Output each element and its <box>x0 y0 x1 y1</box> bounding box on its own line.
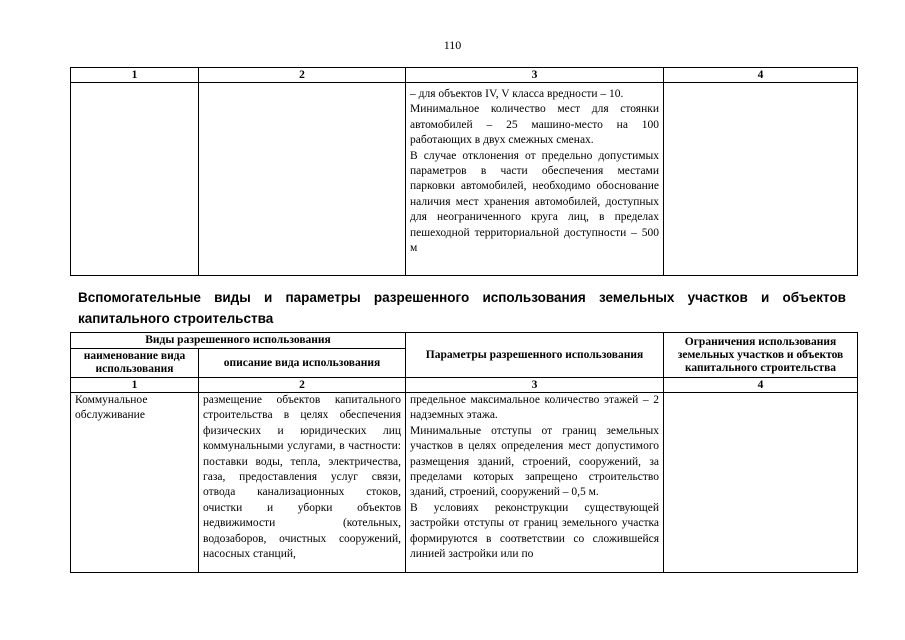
column-number-3: 3 <box>406 68 664 83</box>
continuation-table <box>70 67 858 276</box>
header-restrictions: Ограничения использования земельных участков и объектов капитального строительства <box>664 333 858 378</box>
paragraph: Минимальное количество мест для стоянки автомобилей – 25 машино-место на 100 работающих в двух смежных сменах. <box>410 103 659 147</box>
paragraph: В условиях реконструкции существующей застройки отступы от границ земельного участка формируются в соответствии со сложившейся линией застройки или по <box>410 501 659 561</box>
group-title: Виды разрешенного использования <box>71 333 406 349</box>
column-number-row <box>71 378 858 393</box>
auxiliary-uses-table <box>70 332 858 573</box>
column-number-2: 2 <box>199 378 406 393</box>
header-parameters: Параметры разрешенного использования <box>406 333 664 378</box>
table-row <box>71 83 858 276</box>
cell-col2 <box>199 83 406 276</box>
column-number-4: 4 <box>664 68 858 83</box>
cell-use-description: размещение объектов капитального строительства в целях обеспечения физических и юридических лиц коммунальными услугами, в частности: поставки воды, тепла, электричества, газа, предоставления услуг связи, отвода канализационных стоков, очистки и уборки объектов недвижимости (котельных, водозаборов, очистных сооружений, насосных станций, <box>199 393 406 573</box>
paragraph: В случае отклонения от предельно допустимых параметров в части обеспечения местами парковки автомобилей, необходимо обоснование наличия мест хранения автомобилей, доступных для неограниченного круга лиц, в пределах пешеходной территориальной доступности – 500 м <box>410 149 659 255</box>
column-number-1: 1 <box>71 68 199 83</box>
header-row-1 <box>71 333 858 349</box>
header-name: наименование вида использования <box>71 349 199 378</box>
cell-parameters <box>406 83 664 276</box>
page-number: 110 <box>443 38 462 52</box>
cell-col4 <box>664 83 858 276</box>
header-description: описание вида использования <box>199 349 406 378</box>
paragraph: Минимальные отступы от границ земельных участков в целях определения мест допустимого размещения зданий, строений, сооружений, за пределами которых запрещено строительство зданий, строений, сооружений – 0,5 м. <box>410 424 659 499</box>
section-heading: Вспомогательные виды и параметры разрешенного использования земельных участков и объектов капитального строительства <box>78 290 846 326</box>
cell-parameters <box>406 393 664 573</box>
column-number-row <box>71 68 858 83</box>
table-row <box>71 393 858 573</box>
bullet-list <box>410 87 659 102</box>
column-number-4: 4 <box>664 378 858 393</box>
column-number-1: 1 <box>71 378 199 393</box>
column-number-2: 2 <box>199 68 406 83</box>
cell-restrictions <box>664 393 858 573</box>
paragraph: предельное максимальное количество этажей – 2 надземных этажа. <box>410 394 659 422</box>
cell-col1 <box>71 83 199 276</box>
column-number-3: 3 <box>406 378 664 393</box>
bullet-item: – для объектов IV, V класса вредности – 10. <box>410 88 624 100</box>
cell-use-name: Коммунальное обслуживание <box>71 393 199 573</box>
